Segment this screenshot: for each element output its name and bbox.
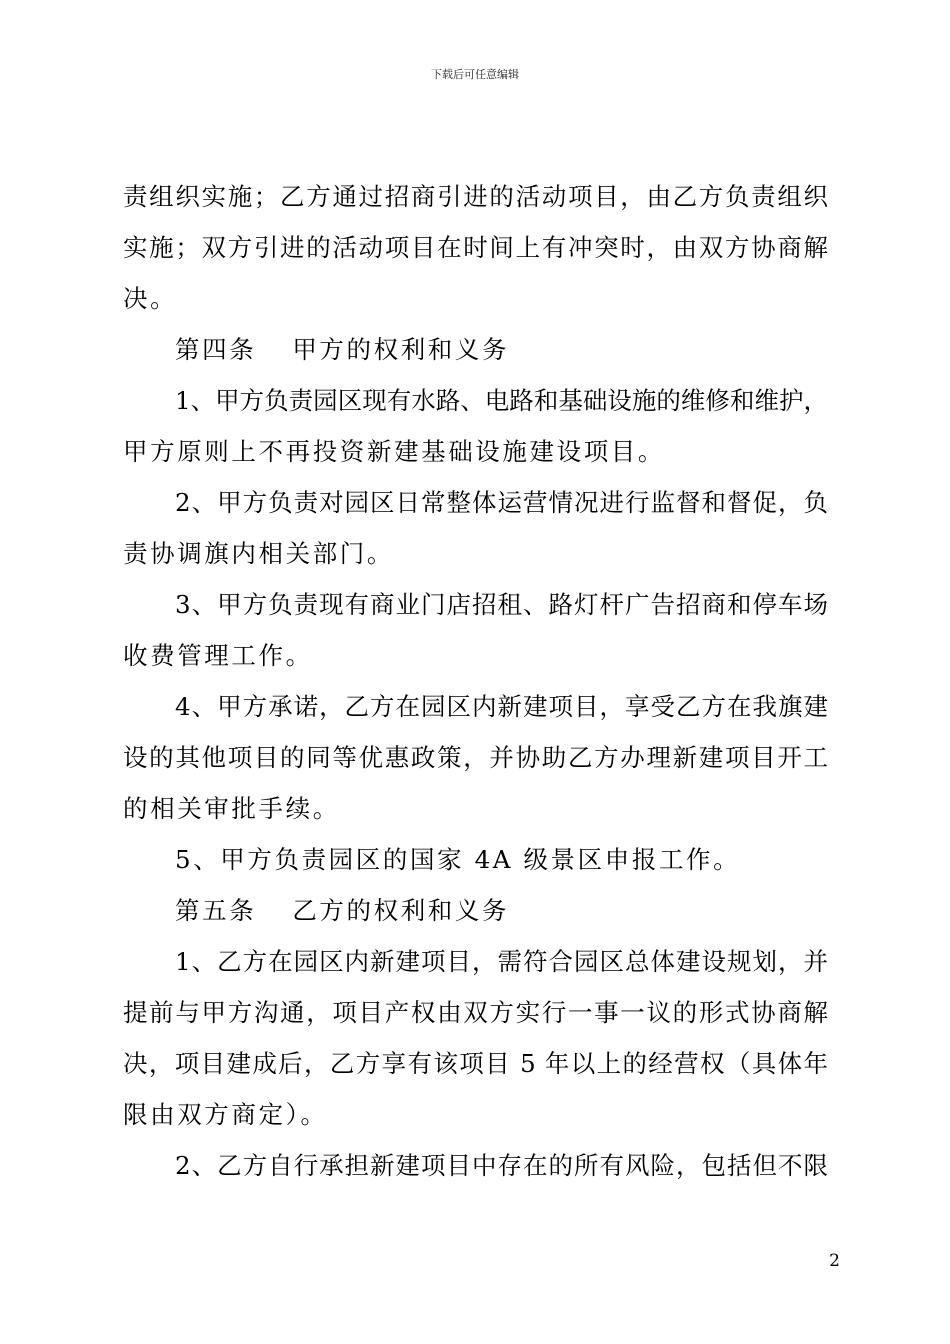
text-line: 实施；双方引进的活动项目在时间上有冲突时，由双方协商解 bbox=[123, 233, 828, 262]
text-line: 决，项目建成后，乙方享有该项目 5 年以上的经营权（具体年 bbox=[123, 1049, 828, 1078]
page-number: 2 bbox=[829, 1251, 840, 1271]
text-line: 设的其他项目的同等优惠政策，并协助乙方办理新建项目开工 bbox=[123, 743, 828, 772]
page-header: 下载后可任意编辑 bbox=[431, 68, 519, 81]
text-line: 决。 bbox=[123, 284, 178, 313]
text-line: 1、乙方在园区内新建项目，需符合园区总体建设规划，并 bbox=[175, 947, 828, 976]
text-line: 甲方原则上不再投资新建基础设施建设项目。 bbox=[123, 437, 665, 466]
text-line: 2、乙方自行承担新建项目中存在的所有风险，包括但不限 bbox=[175, 1151, 828, 1180]
text-line: 责协调旗内相关部门。 bbox=[123, 539, 394, 568]
text-line: 3、甲方负责现有商业门店招租、路灯杆广告招商和停车场 bbox=[175, 590, 828, 619]
article-title: 甲方的权利和义务 bbox=[292, 335, 510, 364]
text-line: 2、甲方负责对园区日常整体运营情况进行监督和督促，负 bbox=[175, 488, 828, 517]
text-line: 限由双方商定）。 bbox=[123, 1100, 328, 1129]
text-line: 责组织实施；乙方通过招商引进的活动项目，由乙方负责组织 bbox=[123, 182, 828, 211]
text-line: 1、甲方负责园区现有水路、电路和基础设施的维修和维护， bbox=[175, 386, 828, 415]
text-line: 5、甲方负责园区的国家 4A 级景区申报工作。 bbox=[175, 845, 741, 874]
text-line: 4、甲方承诺，乙方在园区内新建项目，享受乙方在我旗建 bbox=[175, 692, 828, 721]
text-line: 的相关审批手续。 bbox=[123, 794, 340, 823]
article-number: 第四条 bbox=[175, 335, 257, 364]
document-body bbox=[123, 178, 828, 1198]
article-heading-5 bbox=[123, 892, 828, 943]
article-title: 乙方的权利和义务 bbox=[292, 896, 510, 925]
article-heading-4 bbox=[123, 331, 828, 382]
text-line: 提前与甲方沟通，项目产权由双方实行一事一议的形式协商解 bbox=[123, 998, 828, 1027]
article-number: 第五条 bbox=[175, 896, 257, 925]
text-line: 收费管理工作。 bbox=[123, 641, 313, 670]
